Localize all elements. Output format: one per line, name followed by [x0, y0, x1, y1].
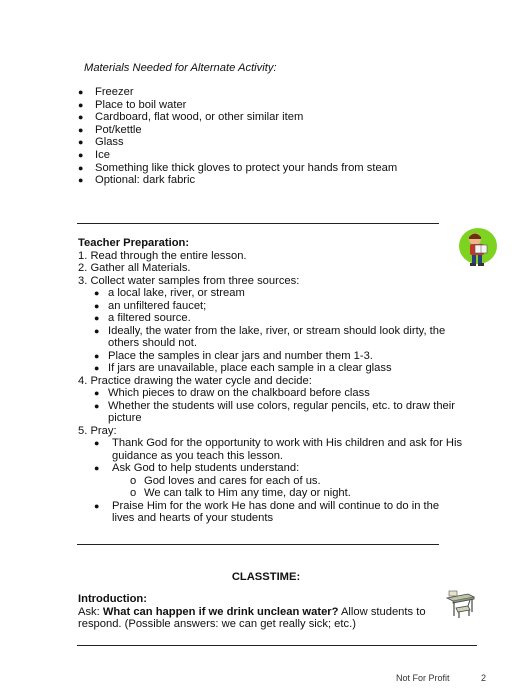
school-desk-icon — [444, 588, 478, 620]
list-item: ● Cardboard, flat wood, or other similar item — [78, 111, 304, 124]
ask-label: Ask: — [78, 605, 100, 618]
materials-list — [78, 86, 397, 187]
prep-subitem: ● a local lake, river, or stream — [94, 287, 245, 299]
intro-question-line: Ask: What can happen if we drink unclean water? Allow students to — [78, 605, 426, 618]
prep-subitem: ● Thank God for the opportunity to work with His children and ask for His — [94, 437, 463, 449]
list-item: ● Freezer — [78, 86, 134, 98]
divider — [77, 645, 477, 646]
divider — [77, 223, 439, 224]
prep-subitem: ● Praise Him for the work He has done and will continue to do in the — [94, 499, 440, 512]
list-item: ● Ice — [78, 148, 110, 161]
prep-subitem: ● Place the samples in clear jars and number them 1-3. — [94, 349, 373, 362]
prep-subitem: ● an unfiltered faucet; — [94, 299, 207, 312]
prep-subitem: ● Ask God to help students understand: — [94, 462, 300, 474]
prep-subitem-cont: picture — [108, 412, 142, 424]
prep-subsubitem: o God loves and cares for each of us. — [130, 474, 321, 487]
intro-title: Introduction: — [78, 593, 147, 605]
prep-subitem: ● Whether the students will use colors, regular pencils, etc. to draw their — [94, 399, 455, 412]
prep-subitem: ● If jars are unavailable, place each sample in a clear glass — [94, 362, 392, 374]
prep-subitem-cont: guidance as you teach this lesson. — [112, 449, 284, 462]
list-item: ● Pot/kettle — [78, 123, 142, 136]
materials-title: Materials Needed for Alternate Activity: — [84, 62, 277, 74]
list-item: ● Optional: dark fabric — [78, 174, 196, 187]
prep-step: 3. Collect water samples from three sources: — [78, 274, 300, 287]
intro-response: respond. (Possible answers: we can get really sick; etc.) — [78, 618, 356, 630]
prep-subitem: ● Ideally, the water from the lake, river, or stream should look dirty, the — [94, 324, 446, 337]
list-item: ● Place to boil water — [78, 98, 187, 111]
introduction — [78, 593, 438, 631]
prep-subitem-cont: others should not. — [108, 337, 197, 349]
prep-step: 2. Gather all Materials. — [78, 262, 191, 274]
prep-subitem-cont: lives and hearts of your students — [112, 512, 274, 524]
classtime-title: CLASSTIME: — [231, 571, 301, 583]
prep-subitem: ● Which pieces to draw on the chalkboard before class — [94, 387, 370, 399]
page-number: 2 — [481, 673, 487, 683]
prep-subsubitem: o We can talk to Him any time, day or night. — [130, 487, 351, 499]
divider — [77, 544, 439, 545]
prep-step: 4. Practice drawing the water cycle and decide: — [78, 374, 312, 387]
intro-question: What can happen if we drink unclean water? — [102, 605, 339, 618]
prep-step: 1. Read through the entire lesson. — [78, 249, 247, 262]
person-reading-icon — [458, 226, 498, 268]
footer-text: Not For Profit — [396, 673, 450, 683]
list-item: ● Something like thick gloves to protect your hands from steam — [78, 161, 398, 174]
prep-step: 5. Pray: — [78, 424, 117, 437]
prep-subitem: ● a filtered source. — [94, 312, 191, 324]
prep-title: Teacher Preparation: — [78, 237, 190, 249]
teacher-preparation — [78, 237, 463, 525]
list-item: ● Glass — [78, 136, 124, 149]
